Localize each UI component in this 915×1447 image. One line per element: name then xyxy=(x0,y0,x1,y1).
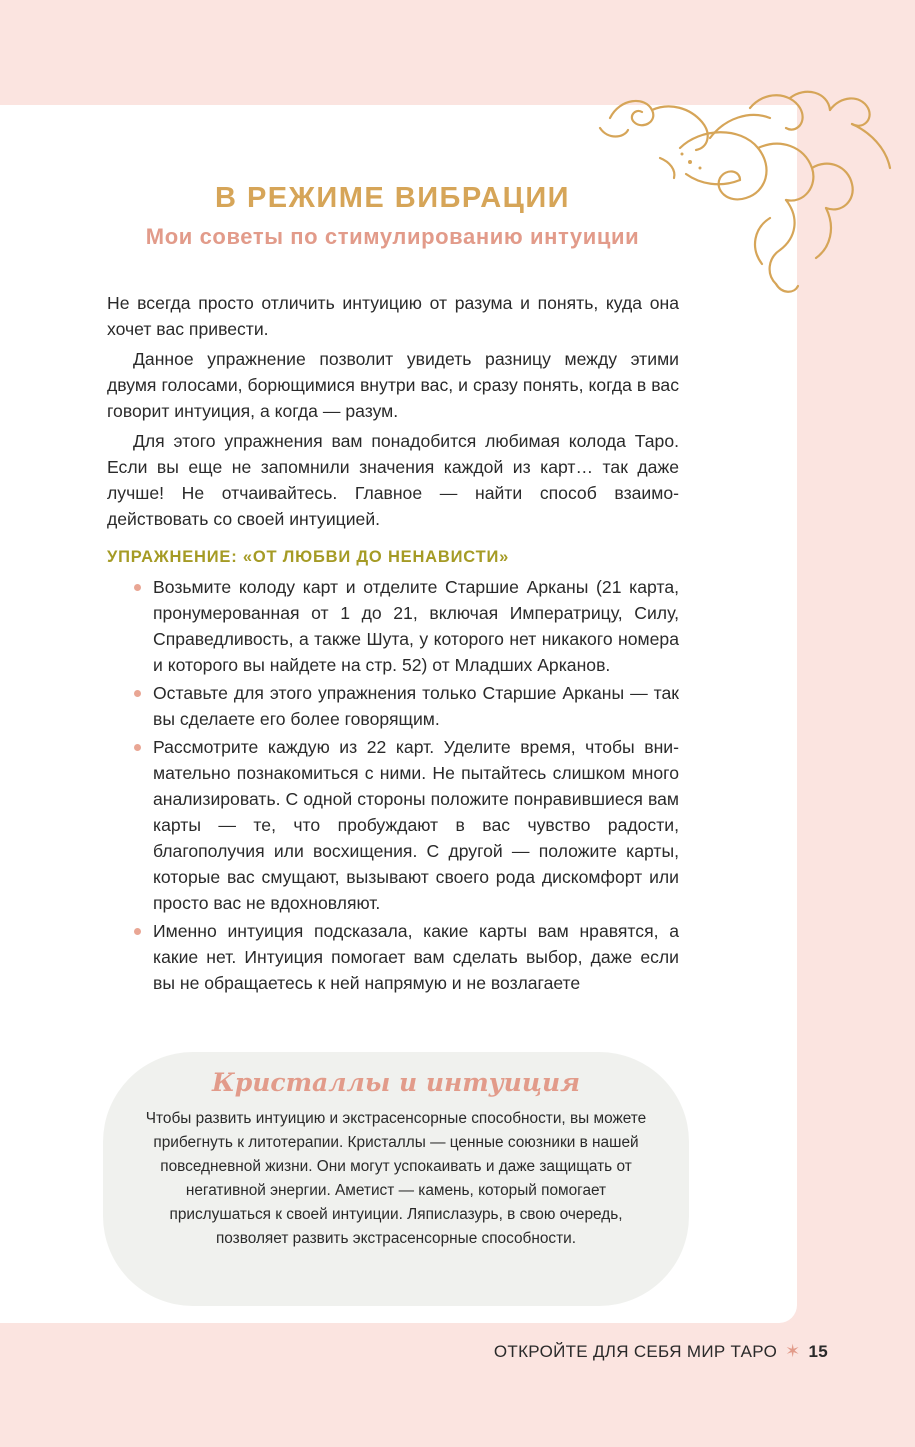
running-title: ОТКРОЙТЕ ДЛЯ СЕБЯ МИР ТАРО xyxy=(493,1341,778,1361)
list-item xyxy=(134,680,679,732)
bullet-icon xyxy=(134,690,141,697)
exercise-list xyxy=(134,574,679,998)
list-item xyxy=(134,918,679,996)
exercise-heading: УПРАЖНЕНИЕ: «ОТ ЛЮБВИ ДО НЕНАВИСТИ» xyxy=(107,548,510,566)
list-item-text: Возьмите колоду карт и отделите Старшие Арканы (21 карта, пронумерованная от 1 до 21, включая Императрицу, Силу, Справедливость, а также Шута, у которого нет никакого номера и которого вы найдете на стр. 52) от Младших Арканов. xyxy=(153,577,679,675)
list-item-text: Рассмотрите каждую из 22 карт. Уделите время, чтобы внимательно познакомиться с ними. Не пытайтесь слишком много анализировать. С одной стороны положите понравившиеся вам карты — те, что пробуждают в вас чувство радости, благополучия или восхищения. С другой — положите карты, которые вас смущают, вызывают своего рода дискомфорт или просто вас не вдохновляют. xyxy=(153,737,679,913)
sidebar-box-text: Чтобы развить интуицию и экстрасенсорные способности, вы можете прибегнуть к литотерапии. Кристаллы — ценные союзники в нашей повседневной жизни. Они могут успокаивать и даже защищать от негативной энергии. Аметист — камень, который помогает прислушаться к своей интуиции. Ляпислазурь, в свою очередь, позволяет развить экстрасенсорные способности. xyxy=(145,1110,647,1247)
bullet-icon xyxy=(134,744,141,751)
intro-paragraph: Для этого упражнения вам понадобится любимая колода Таро. Если вы еще не запомнили значения каждой из карт… так даже лучше! Не отчаивайтесь. Главное — найти способ взаимодействовать со своей интуицией. xyxy=(107,431,679,529)
intro-paragraph: Не всегда просто отличить интуицию от разума и понять, куда она хочет вас привести. xyxy=(107,293,679,339)
list-item xyxy=(134,734,679,916)
list-item-text: Оставьте для этого упражнения только Старшие Арканы — так вы сделаете его более говорящим. xyxy=(153,683,679,729)
page-subtitle: Мои советы по стимулированию интуиции xyxy=(145,224,640,249)
page-number: 15 xyxy=(808,1341,828,1361)
bullet-icon xyxy=(134,584,141,591)
page-title: В РЕЖИМЕ ВИБРАЦИИ xyxy=(214,182,571,214)
sidebar-box-title: Кристаллы и интуиция xyxy=(211,1068,581,1097)
star-icon: ✶ xyxy=(785,1341,801,1361)
intro-paragraph: Данное упражнение позволит увидеть разницу между этими двумя голосами, борющимися внутри вас, и сразу понять, когда в вас говорит интуиция, а когда — разум. xyxy=(107,349,679,421)
crystals-sidebar-box xyxy=(103,1052,689,1306)
list-item xyxy=(134,574,679,678)
list-item-text: Именно интуиция подсказала, какие карты вам нравятся, а какие нет. Интуиция помогает вам сделать выбор, даже если вы не обращаетесь к ней напрямую и не возлагаете xyxy=(153,921,679,993)
bullet-icon xyxy=(134,928,141,935)
intro-text xyxy=(107,290,679,532)
page-footer xyxy=(494,1341,828,1362)
